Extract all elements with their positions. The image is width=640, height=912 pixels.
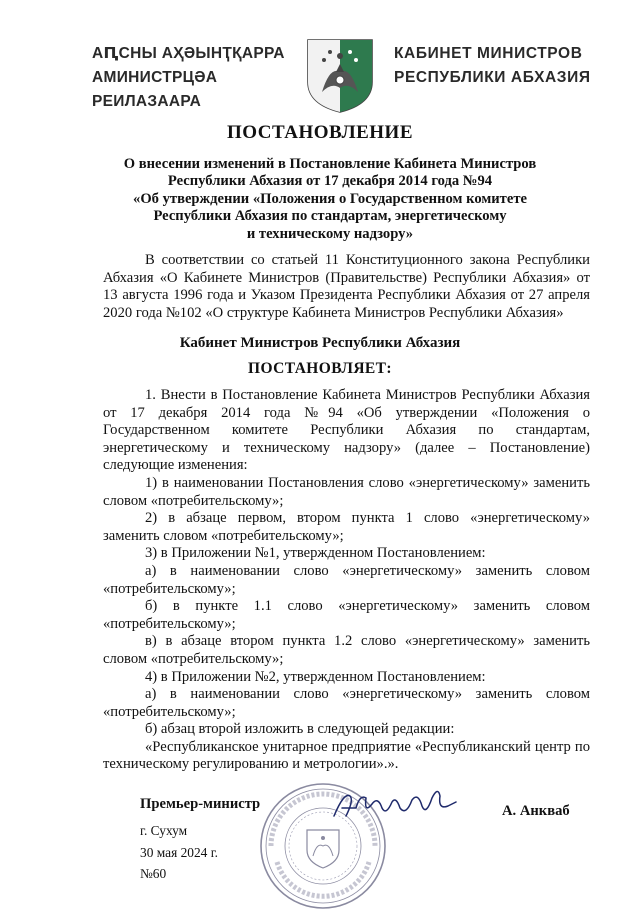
subject-line: Республики Абхазия от 17 декабря 2014 года №94 [167, 173, 493, 190]
decree-item: в) в абзаце втором пункта 1.2 слово «энергетическому» заменить словом «потребительскому»; [103, 633, 590, 667]
decree-item: а) в наименовании слово «энергетическому» заменить словом «потребительскому»; [103, 562, 590, 597]
header-left-line1: АԤСНЫ АҲӘЫНҬҚАРРА [92, 45, 285, 62]
abkhazia-emblem-icon [300, 36, 380, 114]
preamble-paragraph: В соответствии со статьей 11 Конституционного закона Республики Абхазия «О Кабинете Министров (Правительстве) Республики Абхазия» от 13 августа 1996 года и Указом Президента Республики Абхазия от 27 апреля 2020 года №102 «О структуре Кабинета Министров Республики Абхазия» [103, 252, 590, 321]
subject-line: О внесении изменений в Постановление Кабинета Министров [123, 156, 537, 172]
header-left-block [92, 42, 292, 114]
signatory-name: А. Анкваб [502, 803, 570, 819]
decree-item: 1) в наименовании Постановления слово «энергетическому» заменить словом «потребительскому»; [103, 474, 590, 509]
decree-item: 2) в абзаце первом, втором пункта 1 слово «энергетическому» заменить словом «потребительскому»; [103, 510, 590, 544]
header-left-line2: АМИНИСТРЦӘА РЕИЛАЗААРА [92, 69, 218, 110]
document-number: №60 [140, 866, 167, 881]
document-subject [100, 156, 560, 243]
decree-items [103, 387, 590, 774]
subject-line: «Об утверждении «Положения о Государственном комитете [133, 190, 527, 207]
subject-line: Республики Абхазия по стандартам, энергетическому [153, 208, 507, 225]
decree-item: а) в наименовании слово «энергетическому» заменить словом «потребительскому»; [103, 686, 590, 720]
decree-item: б) в пункте 1.1 слово «энергетическому» заменить словом «потребительскому»; [103, 598, 590, 632]
decree-item: 3) в Приложении №1, утвержденном Постановлением: [145, 545, 486, 562]
header-right-block [394, 42, 594, 90]
subject-line: и техническому надзору» [246, 225, 414, 242]
decree-item: 1. Внести в Постановление Кабинета Министров Республики Абхазия от 17 декабря 2014 года №94 «Об утверждении «Положения о Государственном комитете Республики Абхазия по стандартам, энергетическому и техническому надзору» (далее – Постановление) следующие изменения: [103, 387, 590, 474]
header-right-line1: КАБИНЕТ МИНИСТРОВ [394, 45, 583, 62]
handwritten-signature-icon [330, 786, 460, 826]
decree-heading: ПОСТАНОВЛЯЕТ: [248, 360, 392, 377]
authority-heading: Кабинет Министров Республики Абхазия [179, 335, 461, 351]
decree-item: б) абзац второй изложить в следующей редакции: [145, 721, 455, 738]
document-place: г. Сухум [140, 823, 188, 838]
document-date: 30 мая 2024 г. [140, 845, 219, 860]
decree-item: «Республиканское унитарное предприятие «Республиканский центр по техническому регулированию и метрологии».». [103, 738, 590, 773]
header-right-line2: РЕСПУБЛИКИ АБХАЗИЯ [394, 69, 591, 86]
preamble-block [103, 252, 590, 322]
document-title: ПОСТАНОВЛЕНИЕ [226, 122, 414, 143]
decree-item: 4) в Приложении №2, утвержденном Постановлением: [145, 668, 486, 685]
signatory-position: Премьер-министр [140, 796, 261, 812]
